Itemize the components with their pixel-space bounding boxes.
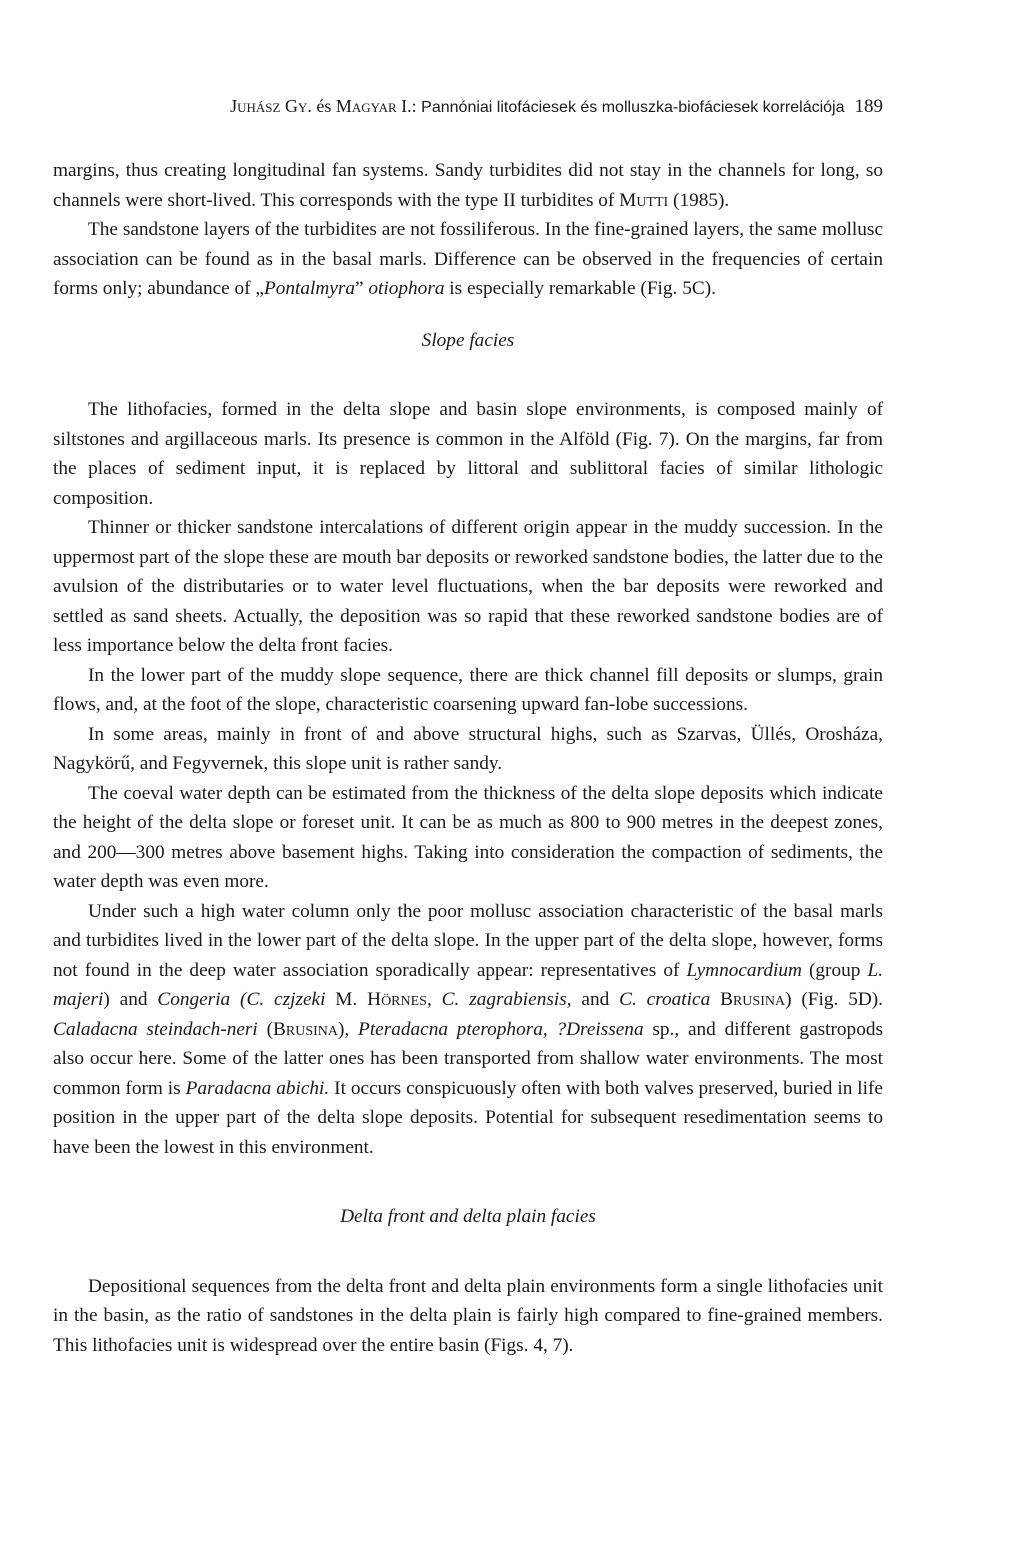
header-author-1: Juhász Gy.: [230, 96, 312, 116]
p8-text-8: ) (Fig. 5D).: [785, 989, 884, 1010]
paragraph-6: In some areas, mainly in front of and above structural highs, such as Szarvas, Üllés, Orosháza, Nagykörű, and Fegyvernek, this slope unit is rather sandy.: [53, 723, 883, 774]
running-header: [53, 96, 883, 124]
page: [53, 96, 883, 1360]
paragraph-2: [53, 215, 883, 304]
running-header-line: [53, 96, 883, 118]
p8-text-11: sp., and different gastropods also occur here. Some of the latter ones has been transported from shallow water environments. The most common form is: [53, 1018, 883, 1099]
heading-slope-facies: Slope facies: [421, 329, 515, 351]
p8-text-10: ),: [338, 1018, 359, 1040]
page-number: 189: [854, 96, 883, 117]
p8-taxon-caladacna: Caladacna steindach-neri: [53, 1018, 258, 1040]
paragraph-8: [53, 897, 883, 1163]
article-body: [53, 156, 883, 1360]
p1-reference-year: (1985).: [668, 189, 730, 211]
paragraph-5: In the lower part of the muddy slope sequence, there are thick channel fill deposits or slumps, grain flows, and, at the foot of the slope, characteristic coarsening upward fan-lobe successions.: [53, 664, 883, 715]
p8-text-2: (group: [801, 959, 868, 981]
p8-text-6: and: [571, 989, 620, 1010]
header-colon: :: [411, 96, 417, 116]
p8-taxon-l-majeri: L. majeri: [53, 959, 884, 1010]
p8-taxon-c-croatica: C. croatica: [619, 989, 711, 1010]
p8-text-9: (: [257, 1018, 274, 1040]
paragraph-4: Thinner or thicker sandstone intercalations of different origin appear in the muddy succession. In the uppermost part of the slope these are mouth bar deposits or reworked sandstone bodies, the latter due to the avulsion of the distributaries or to water level fluctuations, when the bar deposits were reworked and settled as sand sheets. Actually, the deposition was so rapid that these reworked sandstone bodies are of less importance below the delta front facies.: [53, 517, 883, 656]
p1-reference-author: Mutti: [619, 189, 669, 211]
p8-taxon-paradacna: Paradacna abichi.: [185, 1077, 330, 1099]
heading-delta-front-facies: Delta front and delta plain facies: [340, 1206, 596, 1227]
header-conjunction: és: [316, 96, 332, 116]
p8-text-4: M.: [325, 989, 368, 1010]
p8-taxon-c-zagrabiensis: C. zagrabiensis,: [441, 989, 572, 1010]
p8-taxon-pteradacna: Pteradacna pterophora, ?Dreissena: [358, 1018, 644, 1040]
p8-text-1: Under such a high water column only the poor mollusc association characteristic of the basal marls and turbidites lived in the lower part of the delta slope. In the upper part of the delta slope, however, forms not found in the deep water association sporadically appear: representatives of: [53, 900, 883, 981]
p8-text-5: ,: [426, 989, 442, 1010]
p2-taxon-species: otiophora: [368, 278, 445, 299]
p8-text-3: ) and: [103, 989, 158, 1010]
paragraph-3: The lithofacies, formed in the delta slope and basin slope environments, is composed mainly of siltstones and argillaceous marls. Its presence is common in the Alföld (Fig. 7). On the margins, far from the places of sediment input, it is replaced by littoral and sublittoral facies of similar lithologic composition.: [53, 399, 883, 509]
header-title: Pannóniai litofáciesek és molluszka-biofáciesek korrelációja: [421, 99, 845, 116]
header-author-2: Magyar I.: [335, 96, 412, 116]
p8-author-brusina-1: Brusina: [720, 989, 786, 1010]
paragraph-9: Depositional sequences from the delta front and delta plain environments form a single lithofacies unit in the basin, as the ratio of sandstones in the delta plain is fairly high compared to fine-grained members. This lithofacies unit is widespread over the entire basin (Figs. 4, 7).: [53, 1275, 883, 1356]
p8-text-12: It occurs conspicuously often with both valves preserved, buried in life position in the upper part of the delta slope deposits. Potential for subsequent resedimentation seems to have been the lowest in this environment.: [53, 1077, 883, 1158]
p8-taxon-congeria: Congeria (C. czjzeki: [157, 989, 326, 1010]
p1-text: margins, thus creating longitudinal fan systems. Sandy turbidites did not stay in the channels for long, so channels were short-lived. This corresponds with the type II turbidites of: [53, 160, 883, 211]
p2-text-1: The sandstone layers of the turbidites are not fossiliferous. In the fine-grained layers, the same mollusc association can be found as in the basal marls. Difference can be observed in the frequencies of certain forms only; abundance of „: [53, 219, 883, 299]
p2-taxon-genus: Pontalmyra: [263, 278, 356, 299]
p8-taxon-lymnocardium: Lymnocardium: [686, 959, 802, 981]
p8-text-7: [710, 989, 720, 1010]
paragraph-1: [53, 156, 883, 215]
paragraph-7: The coeval water depth can be estimated from the thickness of the delta slope deposits which indicate the height of the delta slope or foreset unit. It can be as much as 800 to 900 metres in the deepest zones, and 200—300 metres above basement highs. Taking into consideration the compaction of sediments, the water depth was even more.: [53, 782, 883, 892]
p2-text-2: is especially remarkable (Fig. 5C).: [444, 278, 716, 299]
p8-author-brusina-2: Brusina: [273, 1018, 338, 1040]
p8-author-hornes: Hörnes: [367, 989, 427, 1010]
p2-quote-close: ”: [355, 278, 369, 299]
